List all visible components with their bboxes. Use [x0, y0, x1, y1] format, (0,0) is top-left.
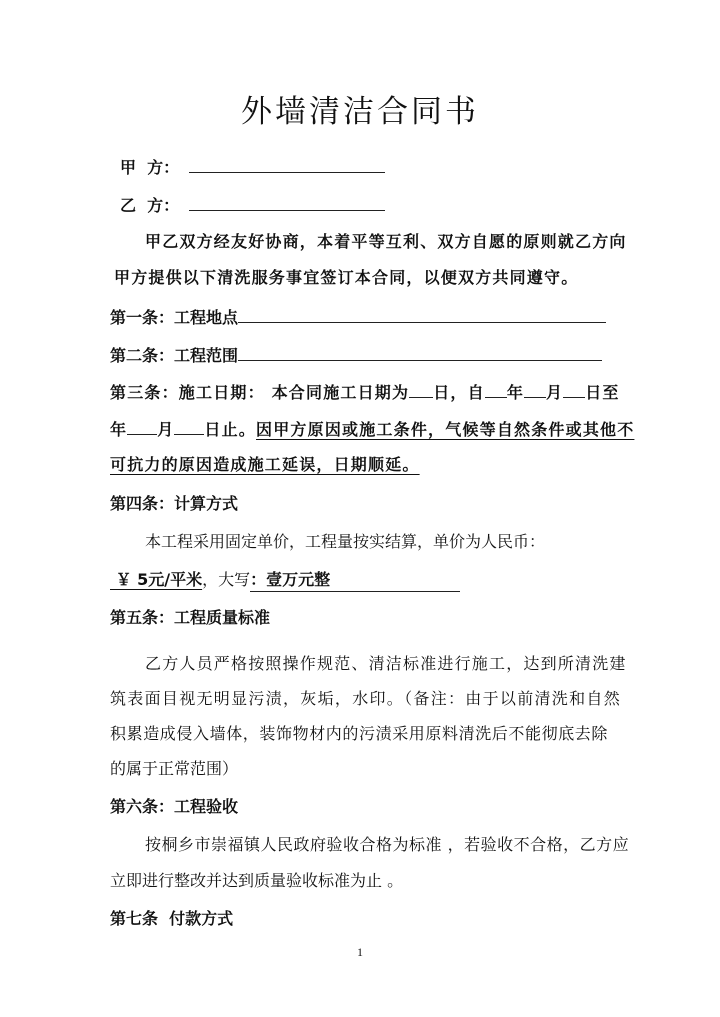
- party-b-field[interactable]: [189, 194, 385, 211]
- document-title: 外墙清洁合同书: [241, 94, 479, 130]
- article-2-row: [110, 344, 602, 366]
- article-6-line-1: 按桐乡市崇福镇人民政府验收合格为标准 ，若验收不合格，乙方应: [145, 835, 630, 854]
- price-separator: ，大写: [202, 570, 251, 589]
- article-5-line-2: 筑表面目视无明显污渍，灰垢，水印。（备注：由于以前清洗和自然: [110, 689, 622, 708]
- party-a-label: 甲 方：: [120, 158, 180, 177]
- intro-line-1: 甲乙双方经友好协商，本着平等互利、双方自愿的原则就乙方向: [145, 232, 627, 251]
- duration-days-field[interactable]: [409, 381, 433, 398]
- article-6-heading: 第六条：工程验收: [110, 797, 239, 816]
- article-3-text: 年: [506, 383, 525, 402]
- unit-price: ￥ 5元/平米: [110, 570, 203, 589]
- start-month-field[interactable]: [524, 381, 546, 398]
- end-year-field[interactable]: [127, 418, 157, 435]
- article-1-field[interactable]: [238, 306, 606, 323]
- article-3-text: 日止。: [204, 420, 257, 439]
- article-1-row: [110, 306, 606, 328]
- start-year-field[interactable]: [485, 381, 507, 398]
- article-3-text: 日，自: [433, 383, 485, 402]
- page-number: 1: [357, 945, 363, 959]
- start-day-field[interactable]: [563, 381, 585, 398]
- party-a-field[interactable]: [189, 156, 385, 173]
- end-month-field[interactable]: [174, 418, 204, 435]
- article-4-text: 本工程采用固定单价，工程量按实结算，单价为人民币：: [145, 532, 546, 551]
- price-in-words: ：壹万元整: [250, 570, 460, 592]
- party-b-row: [120, 194, 385, 216]
- article-3-row-2: [110, 418, 634, 440]
- article-3-text: 本合同施工日期为: [271, 383, 410, 402]
- party-a-row: [120, 156, 385, 178]
- article-3-text: 年: [110, 420, 128, 439]
- article-4-heading: 第四条：计算方式: [110, 494, 239, 513]
- article-1-heading: 第一条：工程地点: [110, 308, 239, 327]
- article-3-text: 日至: [585, 383, 620, 402]
- article-2-field[interactable]: [238, 344, 602, 361]
- article-6-line-2: 立即进行整改并达到质量验收标准为止 。: [110, 871, 404, 890]
- article-5-heading: 第五条：工程质量标准: [110, 608, 271, 627]
- party-b-label: 乙 方：: [120, 196, 180, 215]
- article-7-heading: 第七条 付款方式: [110, 909, 234, 928]
- article-4-price-row: [110, 570, 460, 592]
- intro-line-2: 甲方提供以下清洗服务事宜签订本合同，以便双方共同遵守。: [114, 268, 579, 287]
- article-3-row-3: 可抗力的原因造成施工延误，日期顺延。: [110, 455, 420, 474]
- article-5-line-3: 积累造成侵入墙体，装饰物材内的污渍采用原料清洗后不能彻底去除: [110, 724, 609, 743]
- article-2-heading: 第二条：工程范围: [110, 346, 239, 365]
- article-5-line-1: 乙方人员严格按照操作规范、清洁标准进行施工，达到所清洗建: [145, 654, 627, 673]
- article-5-line-4: 的属于正常范围）: [110, 759, 239, 778]
- article-3-row-1: [110, 381, 620, 403]
- article-3-text: 月: [546, 383, 564, 402]
- article-3-delay-clause: 因甲方原因或施工条件，气候等自然条件或其他不: [256, 420, 635, 439]
- article-3-heading: 第三条：施工日期：: [110, 383, 265, 402]
- article-3-text: 月: [157, 420, 175, 439]
